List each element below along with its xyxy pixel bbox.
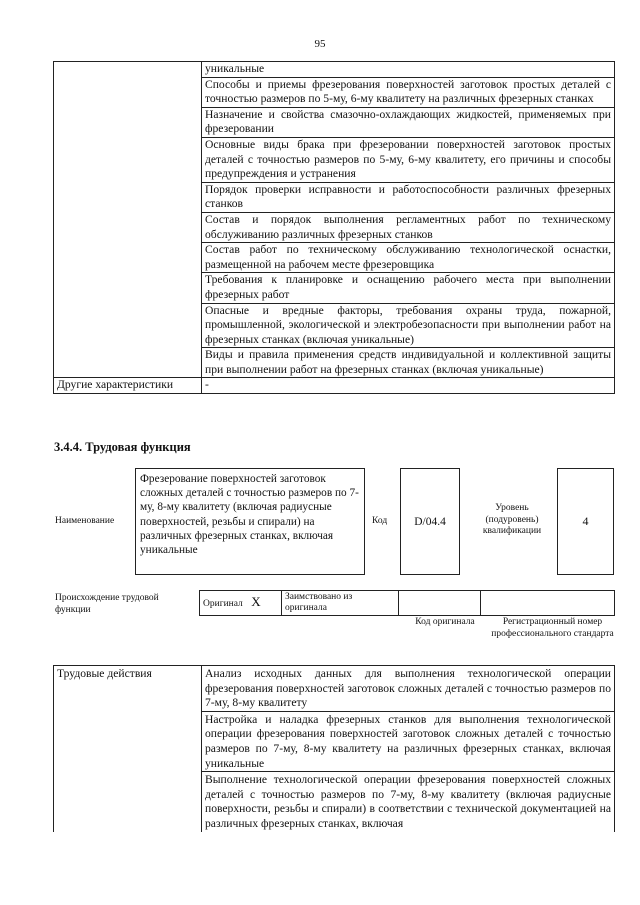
table-row: [54, 772, 615, 832]
table-cell: Виды и правила применения средств индивидуальной и коллективной защиты при выполнении работ на фрезерных станках (включая уникальные): [202, 348, 615, 378]
name-label: Наименование: [55, 516, 115, 526]
table-cell: Способы и приемы фрезерования поверхностей заготовок простых деталей с точностью размеров по 5-му, 6-му квалитету на различных фрезерных станках: [202, 77, 615, 107]
origin-row: [200, 591, 615, 616]
table-cell: Состав и порядок выполнения регламентных работ по техническому обслуживанию различных фрезерных станков: [202, 212, 615, 242]
table-row: [54, 273, 615, 303]
code-label: Код: [372, 516, 388, 526]
table-cell: Выполнение технологической операции фрезерования поверхностей сложных деталей с точностью размеров по 7-му, 8-му квалитету (включая радиусные поверхности, резьбы и спирали) в соответствии с технической документацией на различных фрезерных станках, включая: [202, 772, 615, 832]
code-box: D/04.4: [400, 468, 460, 575]
table-row: [54, 243, 615, 273]
borrowed-cell: Заимствовано из оригинала: [282, 591, 399, 616]
table-cell: Требования к планировке и оснащению рабочего места при выполнении фрезерных работ: [202, 273, 615, 303]
table-row: [54, 182, 615, 212]
original-label: Оригинал: [203, 599, 243, 609]
table-cell-empty: [54, 711, 202, 771]
reg-number-cell: [481, 591, 615, 616]
function-name-box: Фрезерование поверхностей заготовок сложных деталей с точностью размеров по 7-му, 8-му квалитету (включая радиусные поверхностей, резьбы и спирали) на различных фрезерных станках, включая уникальные: [135, 468, 365, 575]
level-label: Уровень (подуровень) квалификации: [482, 503, 542, 536]
labor-actions-label: Трудовые действия: [54, 666, 202, 712]
table-cell: Назначение и свойства смазочно-охлаждающих жидкостей, применяемых при фрезеровании: [202, 107, 615, 137]
table-row: [54, 137, 615, 182]
labor-actions-table: [53, 665, 615, 832]
table-cell-empty: [54, 107, 202, 137]
table-row: [54, 107, 615, 137]
table-cell: Состав работ по техническому обслуживанию технологической оснастки, размещенной на рабочем месте фрезеровщика: [202, 243, 615, 273]
other-characteristics-value: -: [202, 378, 615, 394]
table-cell: Опасные и вредные факторы, требования охраны труда, пожарной, промышленной, экологической и электробезопасности при выполнении работ на фрезерных станках (включая уникальные): [202, 303, 615, 348]
table-cell: уникальные: [202, 62, 615, 78]
table-cell: Анализ исходных данных для выполнения технологической операции фрезерования поверхностей заготовок сложных деталей с точностью размеров по 7-му, 8-му квалитету: [202, 666, 615, 712]
origin-table: [199, 590, 615, 616]
table-row: [54, 62, 615, 78]
table-cell-empty: [54, 348, 202, 378]
origin-code-cell: [399, 591, 481, 616]
table-row: [54, 711, 615, 771]
other-characteristics-label: Другие характеристики: [54, 378, 202, 394]
table-cell: Настройка и наладка фрезерных станков для выполнения технологической операции фрезерования поверхностей заготовок сложных деталей с точностью размеров по 7-му, 8-му квалитету на различных фрезерных станках, включая уникальные: [202, 711, 615, 771]
table-cell-empty: [54, 772, 202, 832]
section-heading: 3.4.4. Трудовая функция: [54, 440, 191, 454]
table-cell-empty: [54, 182, 202, 212]
level-box: 4: [557, 468, 614, 575]
table-cell-empty: [54, 243, 202, 273]
table-cell-empty: [54, 212, 202, 242]
table-cell-empty: [54, 77, 202, 107]
table-row: [54, 77, 615, 107]
table-row: [54, 348, 615, 378]
table-row: [54, 303, 615, 348]
table-cell-empty: [54, 303, 202, 348]
origin-code-label: Код оригинала: [415, 617, 475, 627]
table-cell: Порядок проверки исправности и работоспособности различных фрезерных станков: [202, 182, 615, 212]
knowledge-table: [53, 61, 615, 394]
table-cell: Основные виды брака при фрезеровании поверхностей заготовок простых деталей с точностью размеров по 5-му, 6-му квалитету, его причины и способы предупреждения и устранения: [202, 137, 615, 182]
page-number: 95: [314, 38, 326, 50]
table-cell-empty: [54, 137, 202, 182]
origin-label: Происхождение трудовой функции: [55, 593, 159, 615]
table-row: [54, 212, 615, 242]
table-row: [54, 666, 615, 712]
original-mark: X: [251, 594, 261, 609]
table-row-other-characteristics: [54, 378, 615, 394]
reg-number-label: Регистрационный номер профессионального стандарта: [491, 617, 614, 639]
table-cell-empty: [54, 62, 202, 78]
original-cell: [200, 591, 282, 616]
table-cell-empty: [54, 273, 202, 303]
